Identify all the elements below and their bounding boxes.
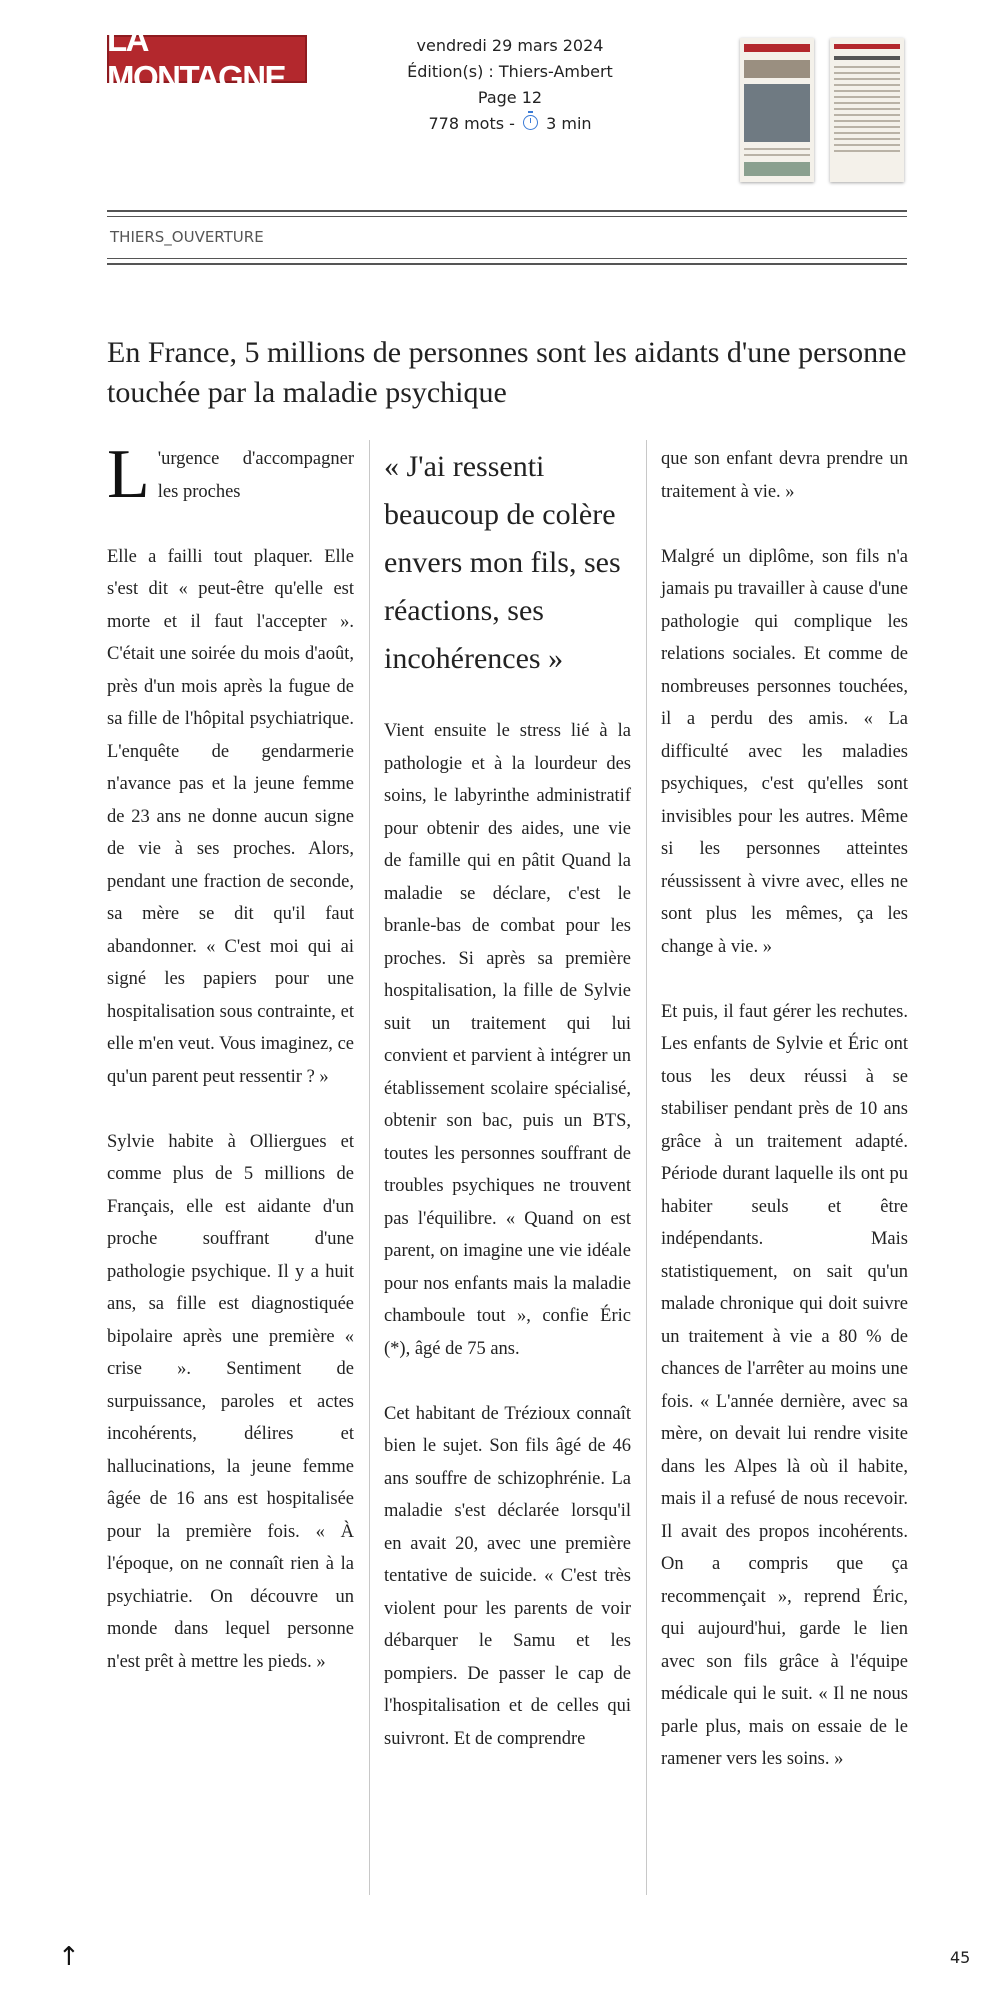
article-paragraph: Malgré un diplôme, son fils n'a jamais pu travailler à cause d'une pathologie qui complique les relations sociales. Et comme de nombreuses personnes touchées, il a perdu des amis. « La difficulté avec les maladies psychiques, c'est qu'elles sont invisibles pour les autres. Même si les personnes atteintes réussissent à vivre avec, elles ne sont plus les mêmes, ça les change à vie. » — [661, 546, 908, 957]
article-paragraph: Vient ensuite le stress lié à la pathologie et à la lourdeur des soins, le labyrinthe administratif pour obtenir des aides, une vie de famille qui en pâtit Quand la maladie se déclare, c'est le branle-bas de combat pour les proches. Si après sa première hospitalisation, la fille de Sylvie suit un traitement qui lui convient et parvient à intégrer un établissement scolaire spécialisé, obtenir son bac, puis un BTS, toutes les personnes souffrant de troubles psychiques ne trouvent pas l'équilibre. « Quand on est parent, on imagine une vie idéale pour nos enfants mais la maladie chamboule tout », confie Éric (*), âgé de 75 ans. — [384, 721, 631, 1359]
thumbnail-text-line — [834, 138, 900, 140]
article-paragraph: Et puis, il faut gérer les rechutes. Les enfants de Sylvie et Éric ont tous les deux réussi à se stabiliser pendant près de 10 ans grâce à un traitement adapté. Période durant laquelle ils ont pu habiter seuls et être indépendants. Mais statistiquement, on sait qu'un malade chronique qui doit suivre un traitement à vie a 80 % de chances de l'arrêter au moins une fois. « L'année dernière, avec sa mère, on devait lui rendre visite dans les Alpes là où il habite, mais il a refusé de nous recevoir. Il avait des propos incohérents. On a compris que ça recommençait », reprend Éric, qui aujourd'hui, garde le lien avec son fils grâce à l'équipe médicale qui le suit. « Il ne nous parle plus, mais on essaie de le ramener vers les soins. » — [661, 1001, 908, 1769]
lead-text: 'urgence d'accompagner les proches — [157, 449, 354, 502]
article-paragraph: que son enfant devra prendre un traitement à vie. » — [661, 449, 908, 502]
edition: Édition(s) : Thiers-Ambert — [407, 62, 613, 81]
page-thumbnail-front[interactable] — [740, 38, 814, 182]
thumbnail-text-line — [834, 78, 900, 80]
thumbnail-block — [744, 162, 810, 176]
thumbnail-headline — [834, 56, 900, 60]
section-rule-top — [107, 210, 907, 217]
section-label: THIERS_OUVERTURE — [110, 228, 264, 246]
page-reference: Page 12 — [477, 88, 543, 107]
thumbnail-text-line — [834, 72, 900, 74]
thumbnail-text-line — [834, 144, 900, 146]
page-thumbnail-article[interactable] — [830, 38, 904, 182]
clock-icon — [523, 115, 538, 130]
thumbnail-text-line — [834, 132, 900, 134]
article-paragraph: Cet habitant de Trézioux connaît bien le sujet. Son fils âgé de 46 ans souffre de schizophrénie. La maladie s'est déclarée lorsqu'il en avait 20, avec une première tentative de suicide. « C'est très violent pour les parents de voir débarquer le Samu et les pompiers. De passer le cap de l'hospitalisation et de celles qui suivront. Et de comprendre — [384, 1403, 631, 1749]
article-column-3 — [661, 443, 908, 1808]
thumbnail-text-line — [744, 154, 810, 156]
thumbnail-text-line — [834, 84, 900, 86]
back-to-top-arrow-icon[interactable]: ↑ — [58, 1942, 80, 1972]
column-divider — [369, 440, 370, 1895]
thumbnail-text-line — [834, 150, 900, 152]
drop-cap: L — [107, 436, 150, 513]
thumbnail-photo — [744, 84, 810, 142]
article-headline: En France, 5 millions de personnes sont les aidants d'une personne touchée par la maladie psychique — [107, 336, 907, 409]
newspaper-logo: LA MONTAGNE — [107, 35, 307, 83]
word-count: 778 mots - — [428, 114, 515, 133]
thumbnail-block — [744, 60, 810, 78]
thumbnail-text-line — [834, 90, 900, 92]
thumbnail-text-line — [834, 114, 900, 116]
reading-info — [360, 111, 660, 137]
thumbnail-text-line — [834, 126, 900, 128]
thumbnail-text-line — [834, 102, 900, 104]
thumbnail-masthead — [744, 44, 810, 52]
thumbnail-text-line — [834, 66, 900, 68]
section-rule-bottom — [107, 258, 907, 265]
article-paragraph: Elle a failli tout plaquer. Elle s'est dit « peut-être qu'elle est morte et il faut l'accepter ». C'était une soirée du mois d'août, près d'un mois après la fugue de sa fille de l'hôpital psychiatrique. L'enquête de gendarmerie n'avance pas et la jeune femme de 23 ans ne donne aucun signe de vie à ses proches. Alors, pendant une fraction de seconde, sa mère se dit qu'il faut abandonner. « C'est moi qui ai signé les papiers pour une hospitalisation sous contrainte, et elle m'en veut. Vous imaginez, ce qu'un parent peut ressentir ? » — [107, 546, 354, 1087]
column-divider — [646, 440, 647, 1895]
article-paragraph: Sylvie habite à Olliergues et comme plus de 5 millions de Français, elle est aidante d'un proche souffrant d'une pathologie psychique. Il y a huit ans, sa fille est diagnostiquée bipolaire après une première « crise ». Sentiment de surpuissance, paroles et actes incohérents, délires et hallucinations, la jeune femme âgée de 16 ans est hospitalisée pour la première fois. « À l'époque, on ne connaît rien à la psychiatrie. On découvre un monde dans lequel personne n'est prêt à mettre les pieds. » — [107, 1131, 354, 1672]
thumbnail-text-line — [834, 108, 900, 110]
page-number: 45 — [950, 1948, 971, 1967]
article-column-2 — [384, 443, 631, 1788]
article-meta — [360, 33, 660, 137]
publication-date: vendredi 29 mars 2024 — [416, 36, 604, 55]
read-time: 3 min — [546, 114, 592, 133]
article-column-1 — [107, 436, 354, 1711]
article-lead — [107, 436, 354, 513]
thumbnail-masthead — [834, 44, 900, 49]
pull-quote: « J'ai ressenti beaucoup de colère envers mon fils, ses réactions, ses incohérences » — [384, 450, 621, 675]
thumbnail-text-line — [834, 120, 900, 122]
thumbnail-text-line — [834, 96, 900, 98]
thumbnail-text-line — [744, 148, 810, 150]
